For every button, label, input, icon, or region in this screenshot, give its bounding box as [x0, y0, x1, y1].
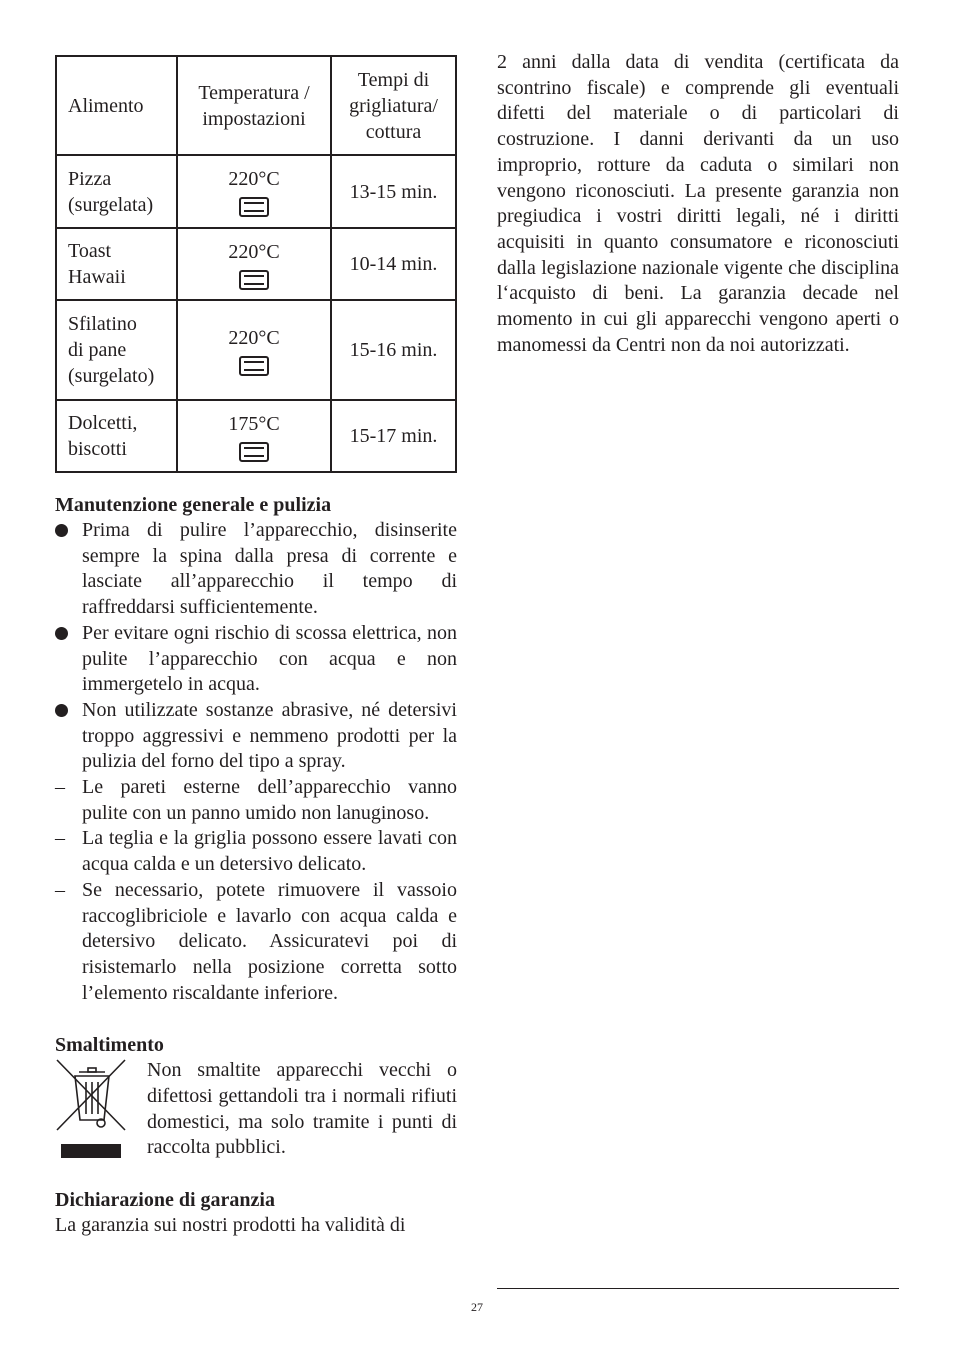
list-item: Non utilizzate sostanze abrasive, né detersivi troppo aggressivi e nemmeno prodotti per la pulizia del forno del tipo a spray. — [55, 698, 457, 775]
temperature-cell: 220°C — [177, 228, 331, 300]
list-item: Prima di pulire l’apparecchio, disinserite sempre la spina dalla presa di corrente e lasciate all’apparecchio il tempo di raffreddarsi sufficientemente. — [55, 518, 457, 621]
maintenance-list — [55, 518, 457, 1006]
warranty-text-continued: 2 anni dalla data di vendita (certificata da scontrino fiscale) e comprende gli eventuali difetti del materiale o di particolari di costruzione. I danni derivanti da un uso improprio, rotture da caduta o similari non vengono riconosciuti. La presente garanzia non pregiudica i vostri diritti legali, né i diritti acquisiti in quanto consumatore e riconosciuti dalla legislazione nazionale vigente che disciplina l‘acquisto di beni. La garanzia decade nel momento in cui gli apparecchi vengono aperti o manomessi da Centri non da noi autorizzati. — [497, 51, 899, 356]
temperature-cell: 220°C — [177, 300, 331, 400]
table-row — [56, 155, 456, 228]
disposal-section — [55, 1058, 457, 1161]
list-item: – Se necessario, potete rimuovere il vassoio raccoglibriciole e lavarlo con acqua calda e detersivo delicato. Assicuratevi poi di risistemarlo nella posizione corretta sotto l’elemento riscaldante inferiore. — [55, 878, 457, 1007]
table-row — [56, 400, 456, 472]
temperature-cell: 175°C — [177, 400, 331, 472]
disposal-title: Smaltimento — [55, 1034, 164, 1057]
table-row — [56, 228, 456, 300]
right-column — [497, 50, 899, 358]
list-item: – Le pareti esterne dell’apparecchio vanno pulite con un panno umido non lanuginoso. — [55, 775, 457, 826]
food-cell: Dolcetti, biscotti — [56, 400, 177, 472]
list-item: Per evitare ogni rischio di scossa elettrica, non pulite l’apparecchio con acqua e non immergetelo in acqua. — [55, 621, 457, 698]
header-temperature: Temperatura / impostazioni — [177, 56, 331, 155]
disposal-text: Non smaltite apparecchi vecchi o difettosi gettandoli tra i normali rifiuti domestici, ma solo tramite i punti di raccolta pubblici. — [147, 1059, 457, 1159]
time-cell: 15-16 min. — [331, 300, 456, 400]
oven-top-bottom-heat-icon — [239, 197, 269, 217]
table-header-row — [56, 56, 456, 155]
warranty-text-start: La garanzia sui nostri prodotti ha validità di — [55, 1214, 406, 1237]
temperature-cell: 220°C — [177, 155, 331, 228]
header-food: Alimento — [56, 56, 177, 155]
oven-top-bottom-heat-icon — [239, 356, 269, 376]
maintenance-title: Manutenzione generale e pulizia — [55, 494, 332, 516]
footer-divider — [497, 1288, 899, 1289]
food-cell: Toast Hawaii — [56, 228, 177, 300]
page-number: 27 — [471, 1300, 483, 1314]
crossed-out-wheelie-bin-icon — [55, 1058, 147, 1161]
oven-top-bottom-heat-icon — [239, 270, 269, 290]
time-cell: 10-14 min. — [331, 228, 456, 300]
food-cell: Pizza (surgelata) — [56, 155, 177, 228]
list-item: – La teglia e la griglia possono essere lavati con acqua calda e un detersivo delicato. — [55, 826, 457, 877]
time-cell: 13-15 min. — [331, 155, 456, 228]
header-time: Tempi di grigliatura/ cottura — [331, 56, 456, 155]
warranty-title: Dichiarazione di garanzia — [55, 1189, 275, 1212]
time-cell: 15-17 min. — [331, 400, 456, 472]
left-column — [55, 55, 457, 1239]
oven-top-bottom-heat-icon — [239, 442, 269, 462]
table-row — [56, 300, 456, 400]
grilling-times-table — [55, 55, 457, 473]
food-cell: Sfilatino di pane (surgelato) — [56, 300, 177, 400]
